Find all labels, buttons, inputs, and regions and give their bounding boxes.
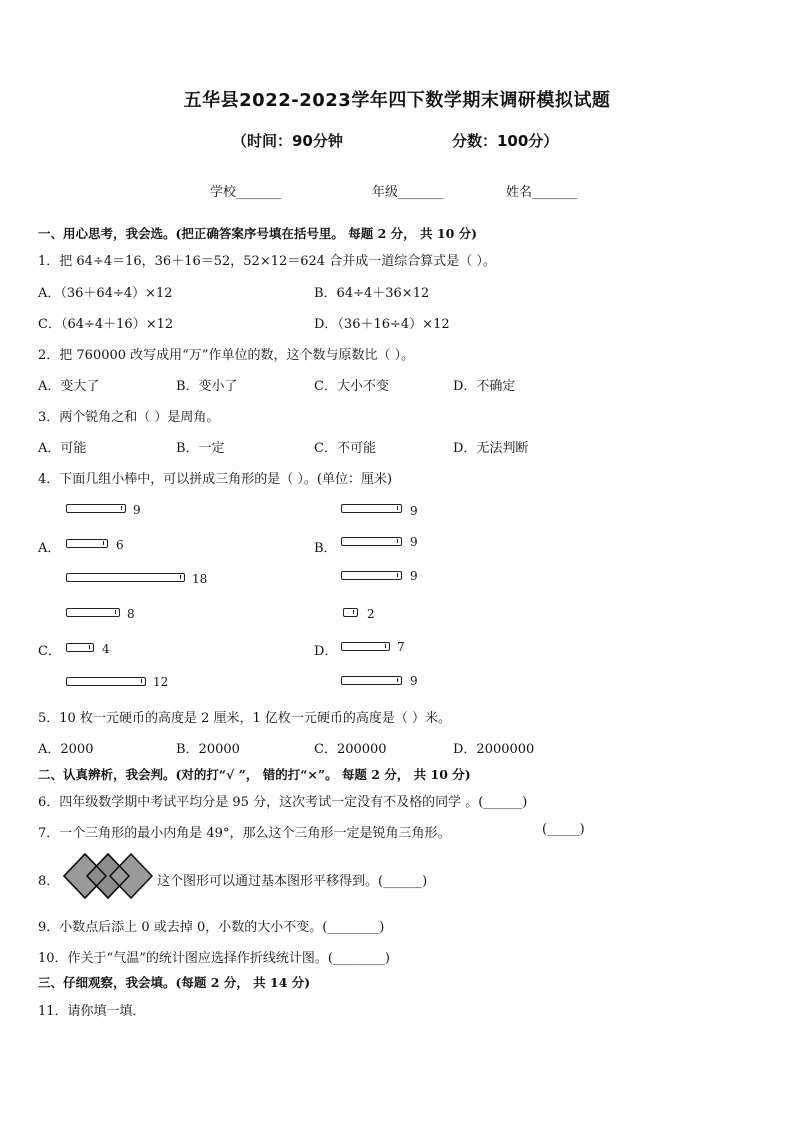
q4-option-c: C． [38,644,61,659]
q3-option-a: A．可能 [38,441,87,456]
stick-bar [341,642,390,651]
question-10: 10．作关于“气温”的统计图应选择作折线统计图。(________) [38,951,390,966]
exam-time: （时间：90分钟 [232,132,343,150]
stick-label: 9 [410,504,418,518]
question-7: 7．一个三角形的最小内角是 49°，那么这个三角形一定是锐角三角形。 [38,826,451,841]
stick-label: 7 [397,640,405,654]
question-5: 5．10 枚一元硬币的高度是 2 厘米，1 亿枚一元硬币的高度是（ ）米。 [38,711,452,726]
stick-bar [343,608,358,617]
grade-field: 年级_______ [372,185,444,200]
section-3-heading: 三、仔细观察，我会填。(每题 2 分， 共 14 分) [38,975,311,990]
stick-label: 12 [153,675,169,689]
question-9: 9．小数点后添上 0 或去掉 0，小数的大小不变。(________) [38,920,385,935]
q1-option-a: A．（36＋64÷4）×12 [38,286,173,301]
stick-bar [341,676,402,685]
stick-bar [66,677,146,686]
question-3: 3．两个锐角之和（ ）是周角。 [38,410,220,425]
q3-option-c: C．不可能 [314,441,376,456]
overlapping-diamonds-figure [62,852,154,900]
question-11: 11．请你填一填． [38,1004,146,1019]
stick-label: 9 [410,535,418,549]
stick-label: 4 [102,642,110,656]
stick-bar [66,608,120,617]
question-8: 这个图形可以通过基本图形平移得到。(______) [157,874,428,889]
section-1-heading: 一、用心思考，我会选。(把正确答案序号填在括号里。 每题 2 分， 共 10 分) [38,226,478,241]
stick-bar [66,643,94,652]
school-field: 学校_______ [210,185,282,200]
stick-bar [66,539,108,548]
question-2: 2．把 760000 改写成用“万”作单位的数，这个数与原数比（ ）。 [38,348,415,363]
q4-option-d: D． [314,644,338,659]
stick-bar [341,537,402,546]
question-6: 6．四年级数学期中考试平均分是 95 分，这次考试一定没有不及格的同学 。(______) [38,795,528,810]
section-2-heading: 二、认真辨析，我会判。(对的打“√ ”， 错的打“×”。 每题 2 分， 共 10 分) [38,767,471,782]
diamond-shape [110,854,152,898]
q5-option-b: B．20000 [176,742,240,757]
stick-bar [66,504,126,513]
exam-score: 分数：100分） [452,132,559,150]
stick-label: 9 [410,674,418,688]
q2-option-a: A．变大了 [38,379,100,394]
q2-option-c: C．大小不变 [314,379,389,394]
q2-option-d: D．不确定 [453,379,516,394]
stick-label: 9 [133,503,141,517]
q1-option-c: C．（64÷4＋16）×12 [38,317,174,332]
q5-option-d: D．2000000 [453,742,535,757]
q3-option-b: B．一定 [176,441,225,456]
q5-option-c: C．200000 [314,742,387,757]
question-1: 1．把 64÷4＝16，36＋16＝52，52×12＝624 合并成一道综合算式是（ ）。 [38,254,496,269]
stick-label: 6 [116,538,124,552]
stick-bar [341,504,402,513]
q1-option-b: B．64÷4＋36×12 [314,286,430,301]
stick-label: 18 [192,572,208,586]
q1-option-d: D．（36＋16÷4）×12 [314,317,450,332]
name-field: 姓名_______ [506,185,578,200]
question-8-number: 8． [38,874,60,889]
stick-bar [341,571,402,580]
stick-label: 2 [367,607,375,621]
question-4: 4．下面几组小棒中，可以拼成三角形的是（ ）。(单位：厘米) [38,472,393,487]
q2-option-b: B．变小了 [176,379,238,394]
page-title: 五华县2022-2023学年四下数学期末调研模拟试题 [183,90,611,111]
stick-label: 9 [410,569,418,583]
stick-label: 8 [127,607,135,621]
q4-option-b: B． [314,541,337,556]
q7-answer-blank: (_____) [542,822,585,837]
q3-option-d: D．无法判断 [453,441,529,456]
q5-option-a: A．2000 [38,742,94,757]
q4-option-a: A． [38,541,61,556]
stick-bar [66,573,185,582]
